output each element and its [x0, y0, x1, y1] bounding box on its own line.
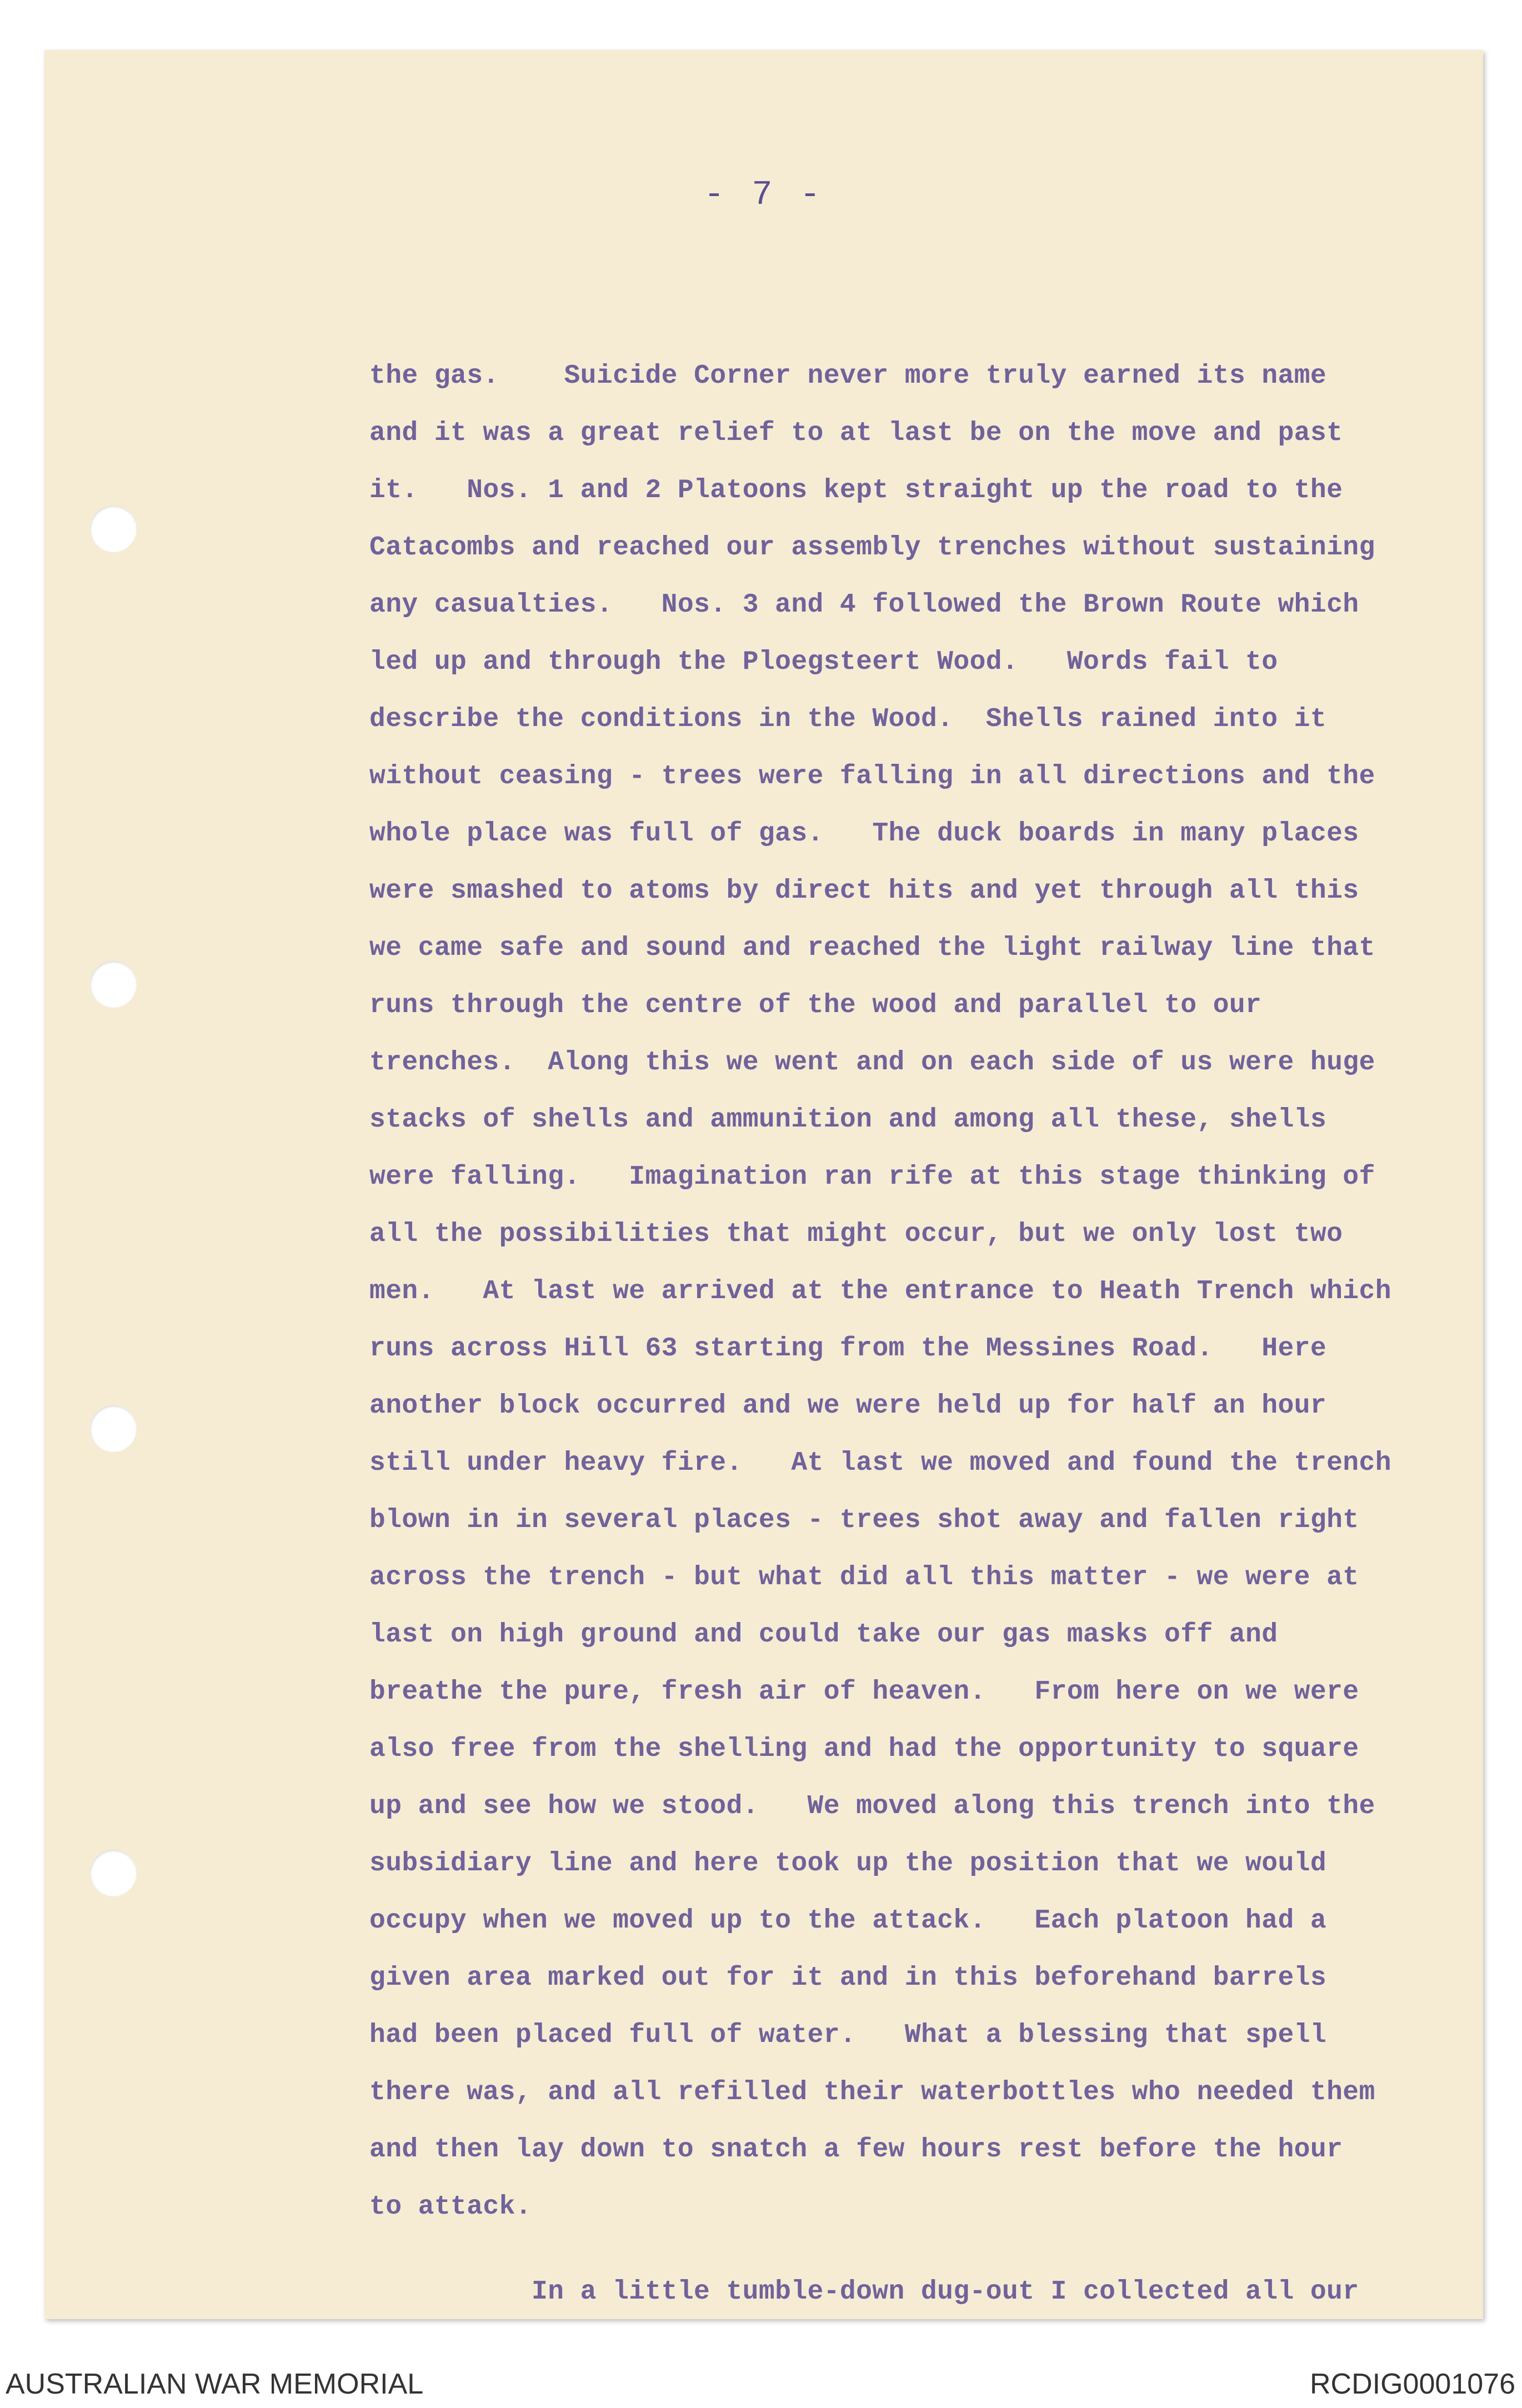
text-line: had been placed full of water. What a blessing that spell [369, 2020, 1327, 2050]
text-line: last on high ground and could take our gas masks off and [369, 1620, 1278, 1650]
text-line: without ceasing - trees were falling in all directions and the [369, 762, 1375, 792]
text-line: also free from the shelling and had the opportunity to square [369, 1734, 1359, 1764]
punch-hole [90, 961, 137, 1008]
text-line: occupy when we moved up to the attack. Each platoon had a [369, 1906, 1327, 1936]
text-line: and then lay down to snatch a few hours rest before the hour [369, 2135, 1343, 2165]
text-line: the gas. Suicide Corner never more truly earned its name [369, 361, 1327, 391]
text-line: runs through the centre of the wood and parallel to our [369, 990, 1262, 1020]
text-line: led up and through the Ploegsteert Wood. Words fail to [369, 647, 1278, 677]
text-line: we came safe and sound and reached the light railway line that [369, 933, 1375, 963]
text-line: whole place was full of gas. The duck boards in many places [369, 819, 1359, 849]
text-line: any casualties. Nos. 3 and 4 followed the Brown Route which [369, 590, 1359, 620]
text-line: were smashed to atoms by direct hits and yet through all this [369, 876, 1359, 906]
text-line: still under heavy fire. At last we moved and found the trench [369, 1448, 1391, 1478]
text-line: stacks of shells and ammunition and among all these, shells [369, 1105, 1327, 1135]
text-line: runs across Hill 63 starting from the Messines Road. Here [369, 1334, 1327, 1364]
punch-hole [90, 505, 137, 552]
text-line: up and see how we stood. We moved along this trench into the [369, 1791, 1375, 1821]
footer-record-id: RCDIG0001076 [1310, 2368, 1515, 2400]
text-line: to attack. [369, 2192, 532, 2222]
punch-hole [90, 1405, 137, 1452]
text-line: subsidiary line and here took up the position that we would [369, 1849, 1327, 1879]
text-line: across the trench - but what did all this matter - we were at [369, 1563, 1359, 1593]
text-line: were falling. Imagination ran rife at this stage thinking of [369, 1162, 1375, 1192]
footer-archive-name: AUSTRALIAN WAR MEMORIAL [6, 2368, 424, 2400]
text-line: there was, and all refilled their waterbottles who needed them [369, 2077, 1375, 2107]
typed-text-body [369, 348, 1508, 2321]
page-number: - 7 - [703, 175, 824, 214]
paragraph-gap [369, 2236, 1508, 2264]
text-line: given area marked out for it and in this beforehand barrels [369, 1963, 1327, 1993]
text-line: and it was a great relief to at last be on the move and past [369, 418, 1343, 448]
text-line: all the possibilities that might occur, but we only lost two [369, 1219, 1343, 1249]
text-line: men. At last we arrived at the entrance to Heath Trench which [369, 1276, 1391, 1306]
document-page [44, 50, 1483, 2319]
text-line: breathe the pure, fresh air of heaven. From here on we were [369, 1677, 1359, 1707]
text-line: it. Nos. 1 and 2 Platoons kept straight up the road to the [369, 475, 1343, 505]
text-line: Catacombs and reached our assembly trenches without sustaining [369, 533, 1375, 563]
text-line: another block occurred and we were held up for half an hour [369, 1391, 1327, 1421]
punch-hole [90, 1850, 137, 1896]
text-line: In a little tumble-down dug-out I collected all our [532, 2277, 1359, 2307]
text-line: blown in in several places - trees shot away and fallen right [369, 1505, 1359, 1535]
text-line: trenches. Along this we went and on each side of us were huge [369, 1048, 1375, 1078]
text-line: describe the conditions in the Wood. Shells rained into it [369, 704, 1327, 734]
